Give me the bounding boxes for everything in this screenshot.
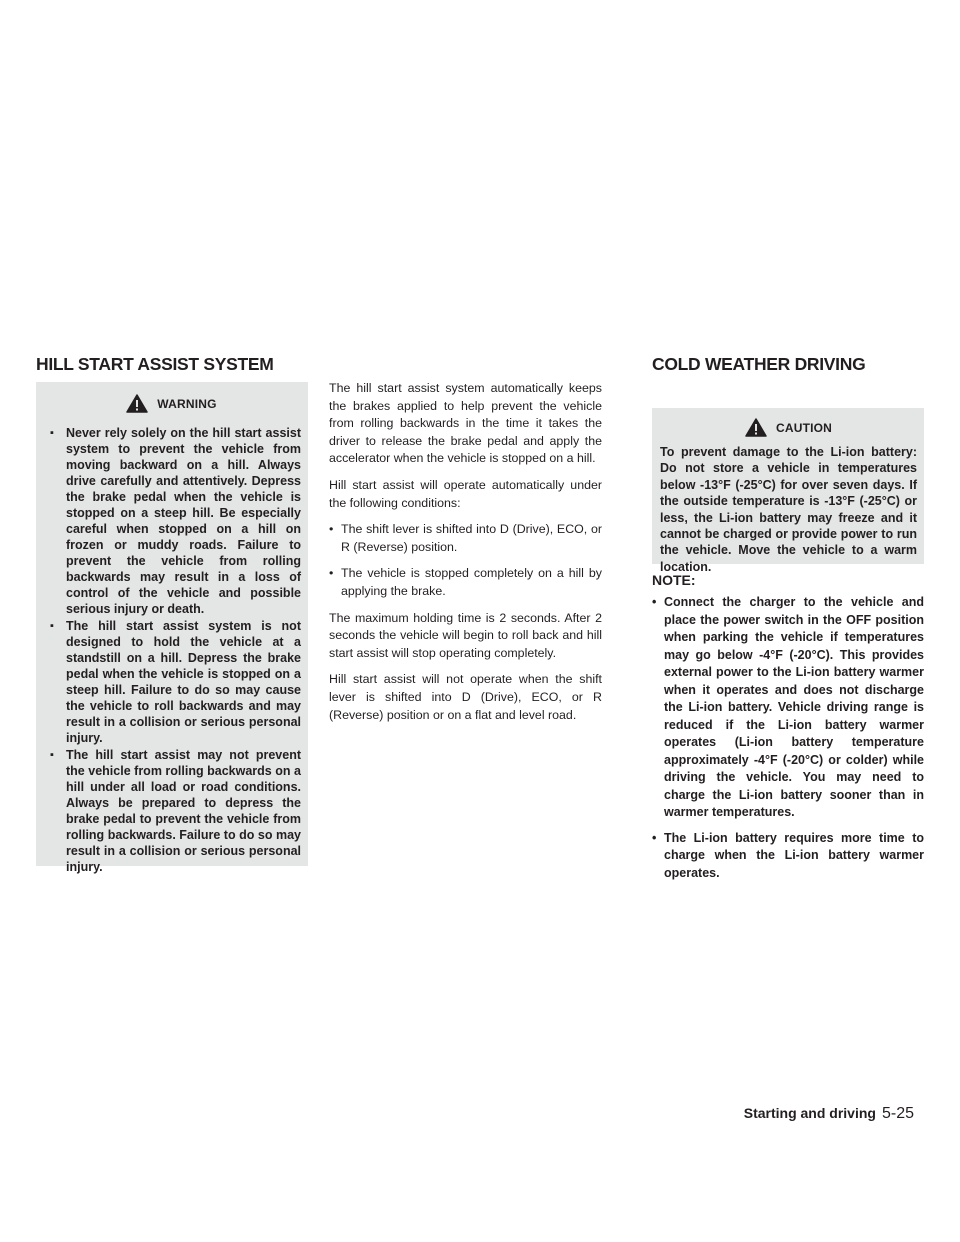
note-item: • Connect the charger to the vehicle and place the power switch in the OFF position when parking the vehicle if temperatures may go below -4°F (-20°C). This provides external power to the Li-ion battery warmer when it operates and does not discharge the Li-ion battery. Vehicle driving range is reduced if the Li-ion battery warmer operates (Li-ion battery temperature approximately -4°F (-20°C) or colder) while driving the vehicle. You may need to charge the Li-ion battery sooner than in warmer temperatures. bbox=[652, 594, 924, 822]
caution-label: CAUTION bbox=[775, 420, 833, 435]
note-label: NOTE: bbox=[652, 572, 696, 588]
caution-triangle-icon bbox=[745, 418, 767, 437]
cold-weather-driving-title: COLD WEATHER DRIVING bbox=[652, 354, 866, 374]
page-number: 5-25 bbox=[881, 1105, 914, 1122]
caution-header bbox=[660, 418, 917, 437]
warning-triangle-icon bbox=[126, 394, 148, 413]
not-operate-text: Hill start assist will not operate when the shift lever is shifted into D (Drive), ECO, or R (Reverse) position or on a flat and level road. bbox=[329, 672, 602, 722]
hill-start-assist-title: HILL START ASSIST SYSTEM bbox=[36, 354, 274, 374]
hill-start-body bbox=[329, 380, 602, 733]
holding-time-text: The maximum holding time is 2 seconds. After 2 seconds the vehicle will begin to roll back and hill start assist will stop operating completely. bbox=[329, 610, 602, 660]
warning-item: ▪ The hill start assist system is not designed to hold the vehicle at a standstill on a hill. Depress the brake pedal when the vehicle is stopped on a steep hill. Failure to do so may cause the vehicle to roll backwards and may result in a collision or serious personal injury. bbox=[42, 618, 301, 746]
warning-list bbox=[42, 425, 301, 875]
warning-box bbox=[36, 382, 308, 874]
warning-header bbox=[42, 394, 301, 413]
conditions-list bbox=[329, 521, 602, 600]
caution-box bbox=[652, 408, 924, 574]
notes-section bbox=[652, 572, 924, 890]
footer-section-name: Starting and driving bbox=[743, 1105, 876, 1121]
page-footer bbox=[744, 1105, 914, 1123]
condition-item: • The shift lever is shifted into D (Drive), ECO, or R (Reverse) position. bbox=[329, 521, 602, 556]
note-item: • The Li-ion battery requires more time to charge when the Li-ion battery warmer operates. bbox=[652, 830, 924, 883]
hill-start-intro: The hill start assist system automatically keeps the brakes applied to help prevent the vehicle from rolling backwards in the time it takes the driver to release the brake pedal and apply the accelerator when the vehicle is stopped on a hill. bbox=[329, 381, 602, 466]
note-list bbox=[652, 594, 924, 882]
warning-label: WARNING bbox=[157, 396, 217, 411]
condition-item: • The vehicle is stopped completely on a hill by applying the brake. bbox=[329, 565, 602, 600]
warning-item: ▪ The hill start assist may not prevent the vehicle from rolling backwards on a hill under all load or road conditions. Always be prepared to depress the brake pedal to prevent the vehicle from rolling backwards. Failure to do so may result in a collision or serious personal injury. bbox=[42, 747, 301, 875]
warning-item: ▪ Never rely solely on the hill start assist system to prevent the vehicle from moving backward on a hill. Always drive carefully and attentively. Depress the brake pedal when the vehicle is stopped on a steep hill. Be especially careful when stopped on a hill on frozen or muddy roads. Failure to prevent the vehicle from rolling backwards may result in a loss of control of the vehicle and possible serious injury or death. bbox=[42, 425, 301, 617]
conditions-intro: Hill start assist will operate automatically under the following conditions: bbox=[329, 477, 602, 510]
caution-text: To prevent damage to the Li-ion battery: Do not store a vehicle in temperatures below -13°F (-25°C) for over seven days. If the outside temperature is -13°F (-25°C) or less, the Li-ion battery may freeze and it cannot be charged or provide power to run the vehicle. Move the vehicle to a warm location. bbox=[660, 445, 917, 574]
